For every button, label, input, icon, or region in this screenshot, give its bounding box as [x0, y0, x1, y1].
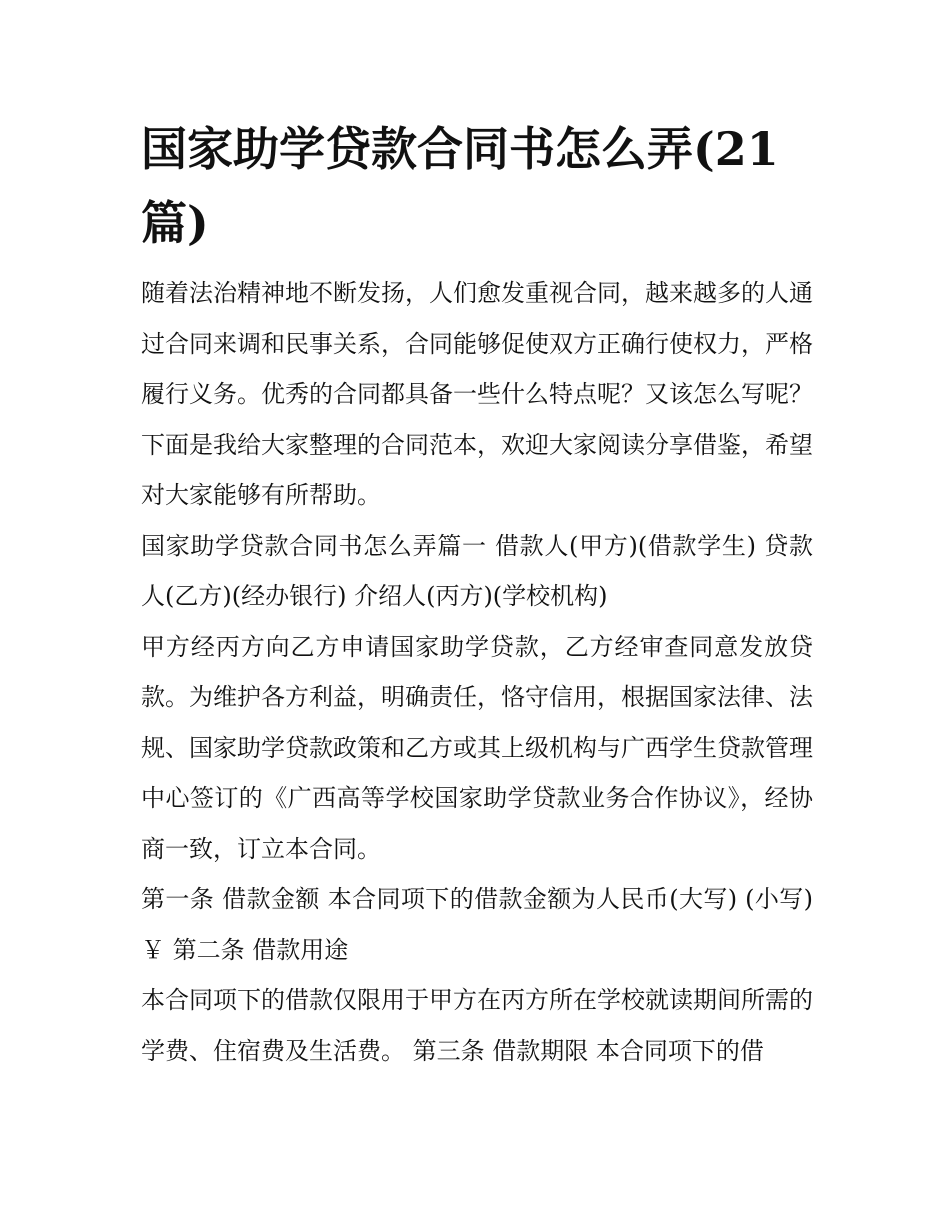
- paragraph-preamble: 甲方经丙方向乙方申请国家助学贷款，乙方经审查同意发放贷款。为维护各方利益，明确责任，恪守信用，根据国家法律、法规、国家助学贷款政策和乙方或其上级机构与广西学生贷款管理中心签订的《广西高等学校国家助学贷款业务合作协议》，经协商一致，订立本合同。: [141, 632, 813, 863]
- document-title: 国家助学贷款合同书怎么弄(21篇): [141, 122, 779, 250]
- paragraph-parties: 国家助学贷款合同书怎么弄篇一 借款人(甲方)(借款学生) 贷款人(乙方)(经办银行) 介绍人(丙方)(学校机构): [141, 531, 813, 610]
- paragraph-article-2: 本合同项下的借款仅限用于甲方在丙方所在学校就读期间所需的学费、住宿费及生活费。 第三条 借款期限 本合同项下的借: [141, 986, 813, 1065]
- document-page: [141, 112, 813, 1076]
- paragraph-article-1: 第一条 借款金额 本合同项下的借款金额为人民币(大写) (小写)￥ 第二条 借款用途: [141, 885, 813, 964]
- paragraph-intro: 随着法治精神地不断发扬，人们愈发重视合同，越来越多的人通过合同来调和民事关系，合同能够促使双方正确行使权力，严格履行义务。优秀的合同都具备一些什么特点呢？又该怎么写呢？下面是我给大家整理的合同范本，欢迎大家阅读分享借鉴，希望对大家能够有所帮助。: [141, 279, 813, 509]
